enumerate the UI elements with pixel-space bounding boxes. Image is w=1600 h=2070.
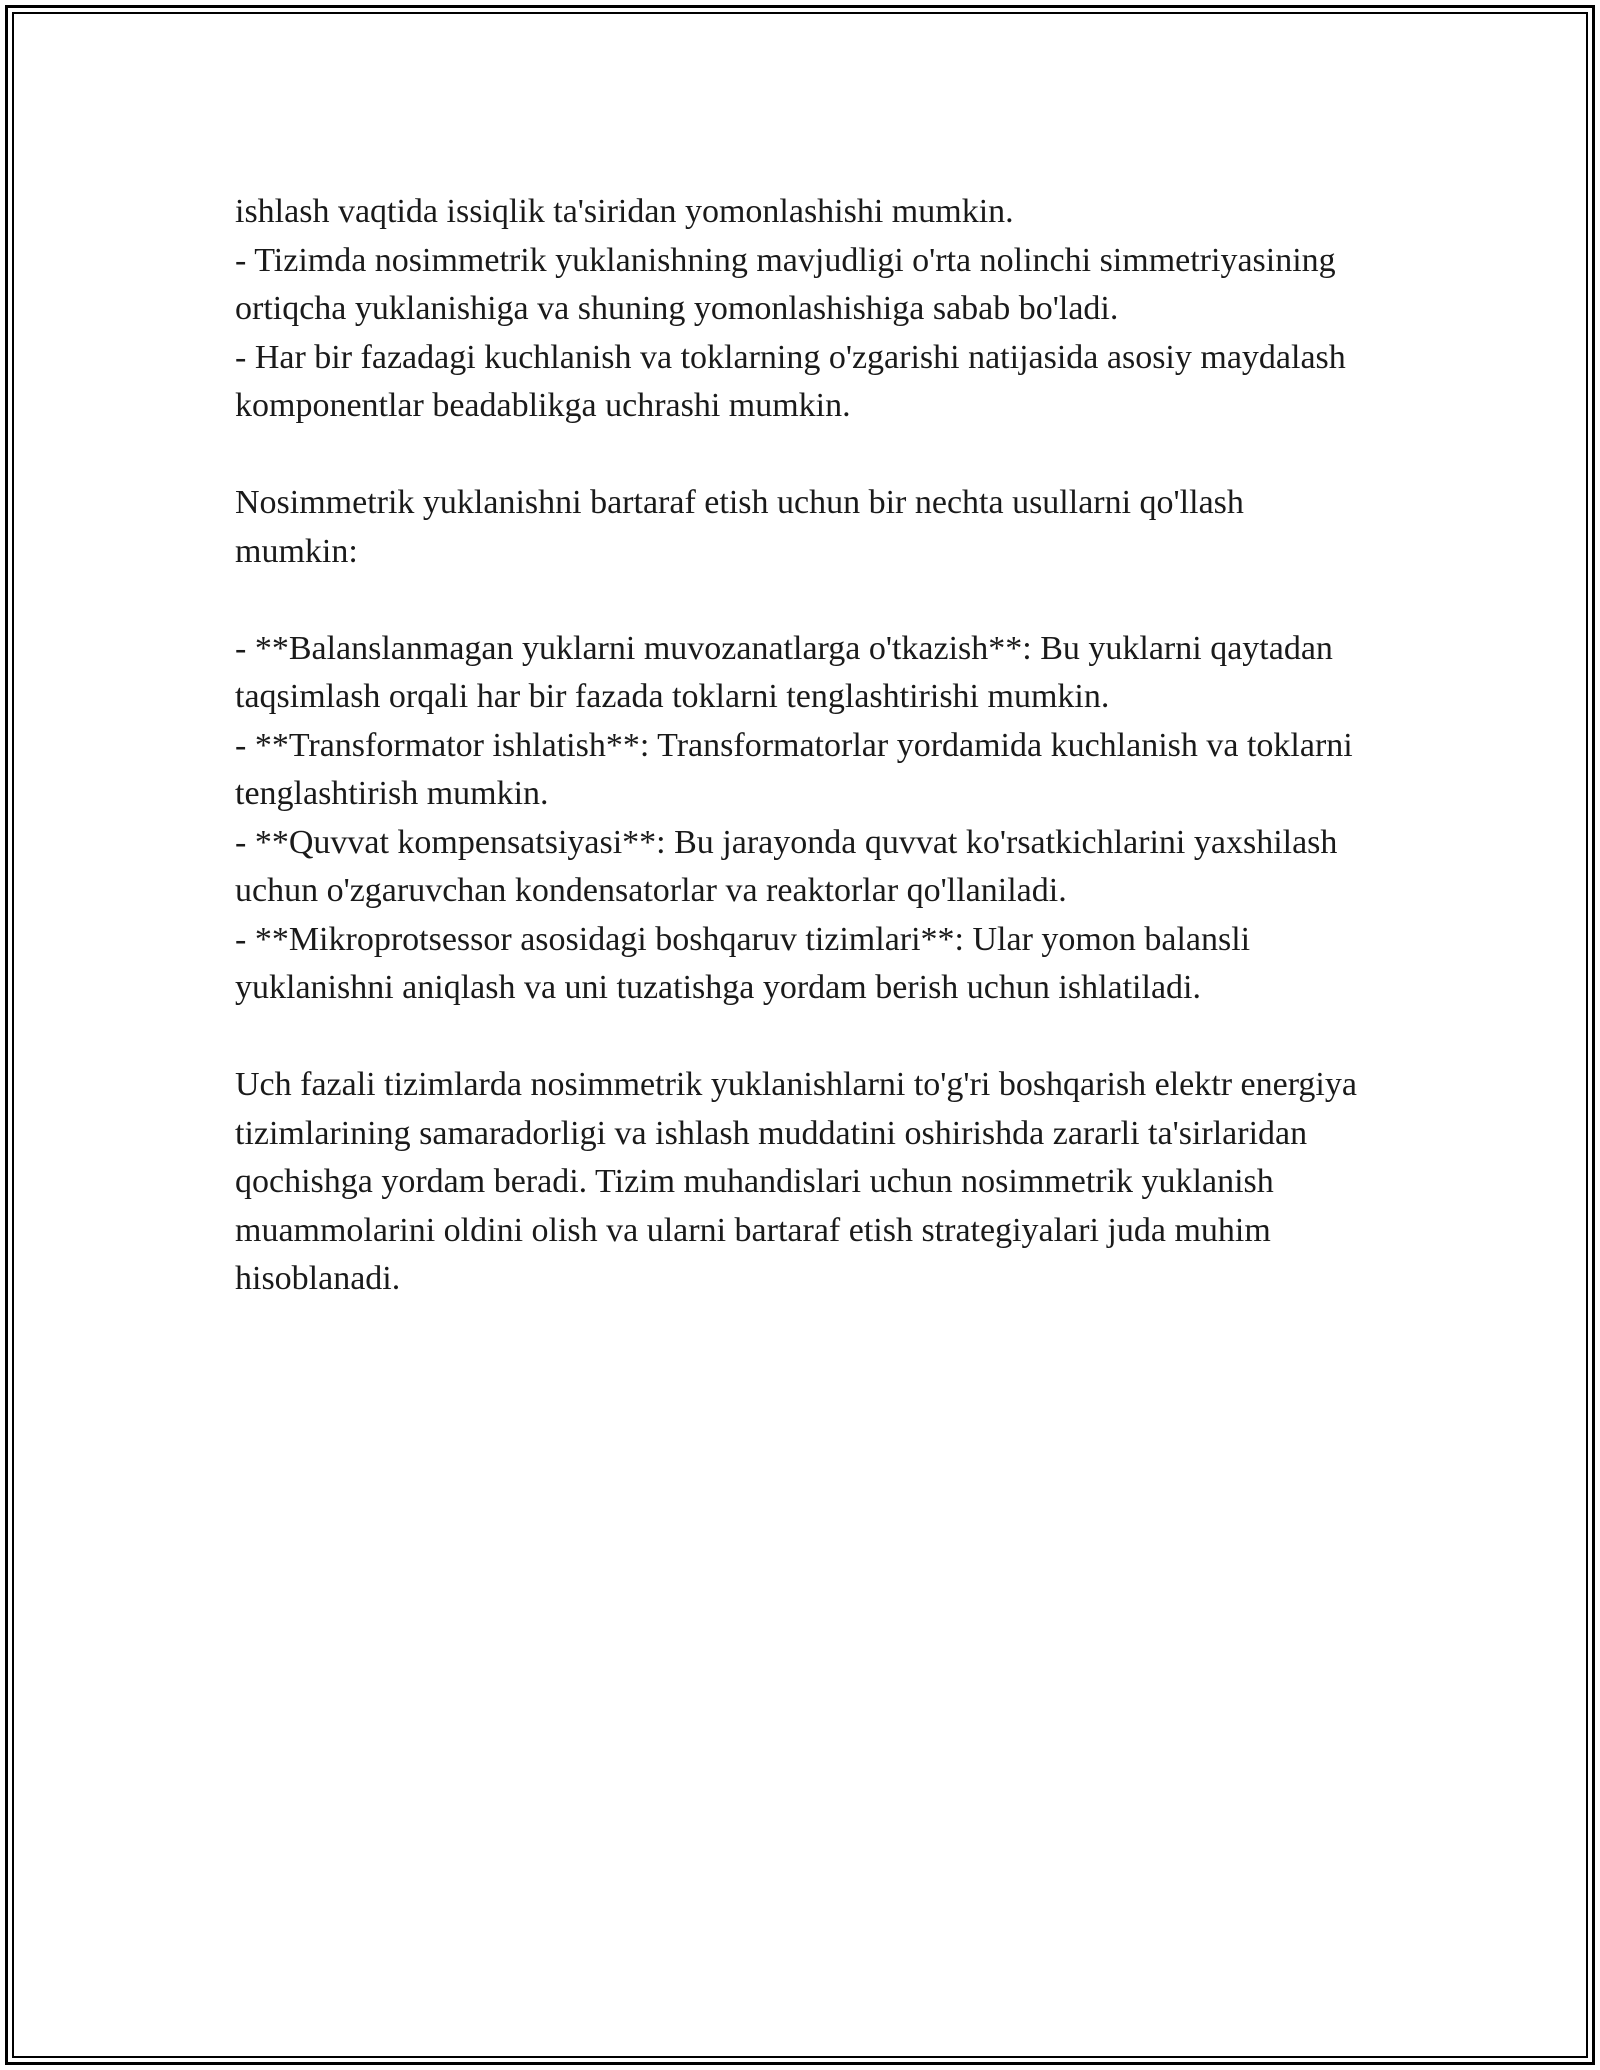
method-item: - **Quvvat kompensatsiyasi**: Bu jarayonda quvvat ko'rsatkichlarini yaxshilash uchun o'zgaruvchan kondensatorlar va reaktorlar qo'llaniladi. — [235, 823, 1338, 909]
method-item: - **Mikroprotsessor asosidagi boshqaruv tizimlari**: Ular yomon balansli yuklanishni aniqlash va uni tuzatishga yordam berish uchun ishlatiladi. — [235, 920, 1251, 1006]
paragraph-gap — [235, 1013, 1365, 1062]
text-line: ishlash vaqtida issiqlik ta'siridan yomonlashishi mumkin. — [235, 193, 1014, 230]
conclusion-paragraph: Uch fazali tizimlarda nosimmetrik yuklanishlarni to'g'ri boshqarish elektr energiya tizimlarining samaradorligi va ishlash muddatini oshirishda zararli ta'sirlaridan qochishga yordam beradi. Tizim muhandislari uchun nosimmetrik yuklanish muammolarini oldini olish va ularni bartaraf etish strategiyalari juda muhim hisoblanadi. — [235, 1066, 1357, 1297]
text-line: - Tizimda nosimmetrik yuklanishning mavjudligi o'rta nolinchi simmetriyasining ortiqcha yuklanishiga va shuning yomonlashishiga sabab bo'ladi. — [235, 241, 1336, 327]
text-line: - Har bir fazadagi kuchlanish va toklarning o'zgarishi natijasida asosiy maydalash komponentlar beadablikga uchrashi mumkin. — [235, 338, 1346, 424]
intro-paragraph: Nosimmetrik yuklanishni bartaraf etish uchun bir nechta usullarni qo'llash mumkin: — [235, 484, 1244, 570]
paragraph-gap — [235, 576, 1365, 625]
method-item: - **Transformator ishlatish**: Transformatorlar yordamida kuchlanish va toklarni tenglashtirish mumkin. — [235, 726, 1353, 812]
document-body — [235, 188, 1365, 1304]
paragraph-gap — [235, 431, 1365, 480]
method-item: - **Balanslanmagan yuklarni muvozanatlarga o'tkazish**: Bu yuklarni qaytadan taqsimlash orqali har bir fazada toklarni tenglashtirishi mumkin. — [235, 629, 1333, 715]
